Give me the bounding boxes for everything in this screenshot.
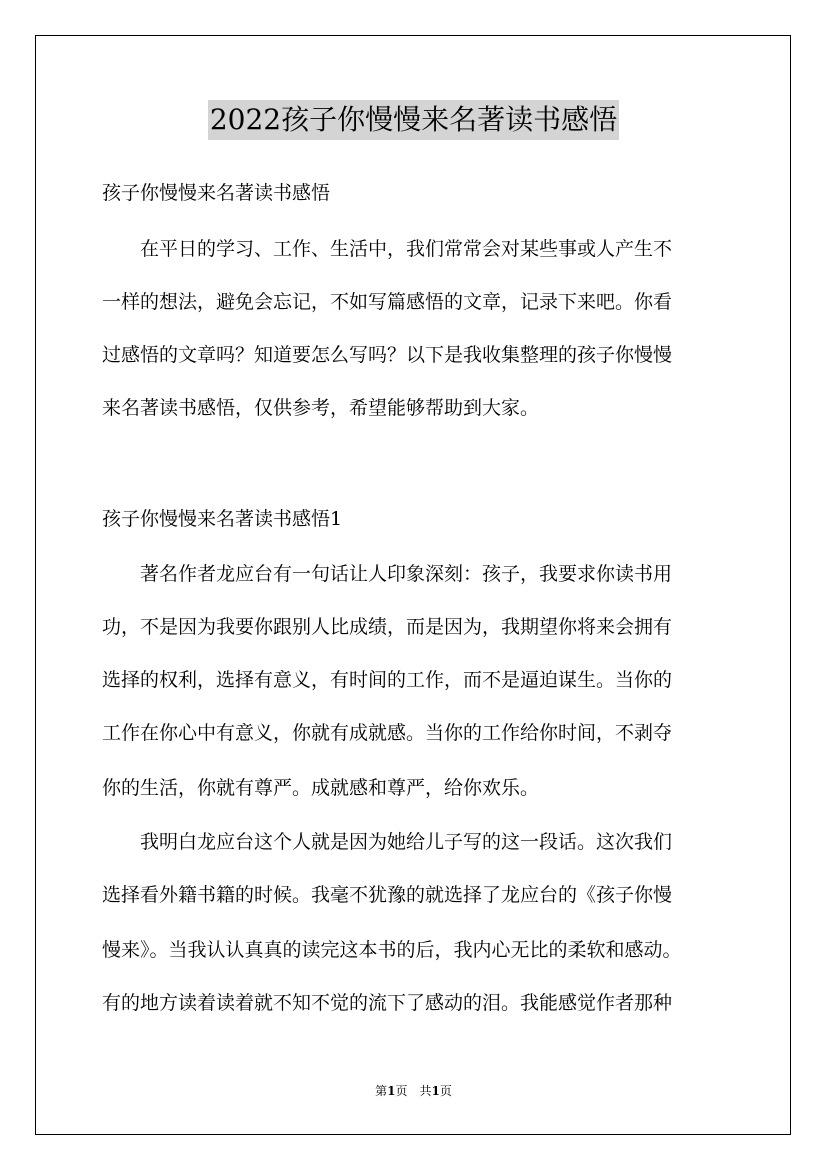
body-line: 慢来》。当我认认真真的读完这本书的后，我内心无比的柔软和感动。 — [102, 939, 682, 961]
intro-line: 来名著读书感悟，仅供参考，希望能够帮助到大家。 — [102, 397, 540, 419]
footer-mid: 页 共 — [395, 1084, 432, 1098]
page-footer — [0, 1083, 827, 1099]
body-line: 有的地方读着读着就不知不觉的流下了感动的泪。我能感觉作者那种 — [102, 992, 673, 1014]
body-line: 我明白龙应台这个人就是因为她给儿子写的这一段话。这次我们 — [102, 831, 673, 853]
body-line: 选择的权利，选择有意义，有时间的工作，而不是逼迫谋生。当你的 — [102, 669, 673, 691]
body-line: 著名作者龙应台有一句话让人印象深刻：孩子，我要求你读书用 — [102, 563, 673, 585]
footer-page-total: 1 — [431, 1084, 440, 1098]
body-line: 功，不是因为我要你跟别人比成绩，而是因为，我期望你将来会拥有 — [102, 616, 673, 638]
body-line: 选择看外籍书籍的时候。我毫不犹豫的就选择了龙应台的《孩子你慢 — [102, 884, 673, 906]
intro-line: 过感悟的文章吗？知道要怎么写吗？以下是我收集整理的孩子你慢慢 — [102, 344, 673, 366]
title-wrap — [0, 100, 827, 140]
body-line: 工作在你心中有意义，你就有成就感。当你的工作给你时间，不剥夺 — [102, 722, 673, 744]
intro-line: 一样的想法，避免会忘记，不如写篇感悟的文章，记录下来吧。你看 — [102, 291, 673, 313]
section-heading: 孩子你慢慢来名著读书感悟1 — [102, 508, 343, 530]
body-line: 你的生活，你就有尊严。成就感和尊严，给你欢乐。 — [102, 777, 540, 799]
intro-line: 在平日的学习、工作、生活中，我们常常会对某些事或人产生不 — [102, 238, 673, 260]
document-title: 2022孩子你慢慢来名著读书感悟 — [208, 100, 619, 140]
footer-page-number: 1 — [387, 1084, 396, 1098]
footer-prefix: 第 — [375, 1084, 388, 1098]
footer-suffix: 页 — [439, 1084, 452, 1098]
subtitle: 孩子你慢慢来名著读书感悟 — [102, 182, 331, 204]
